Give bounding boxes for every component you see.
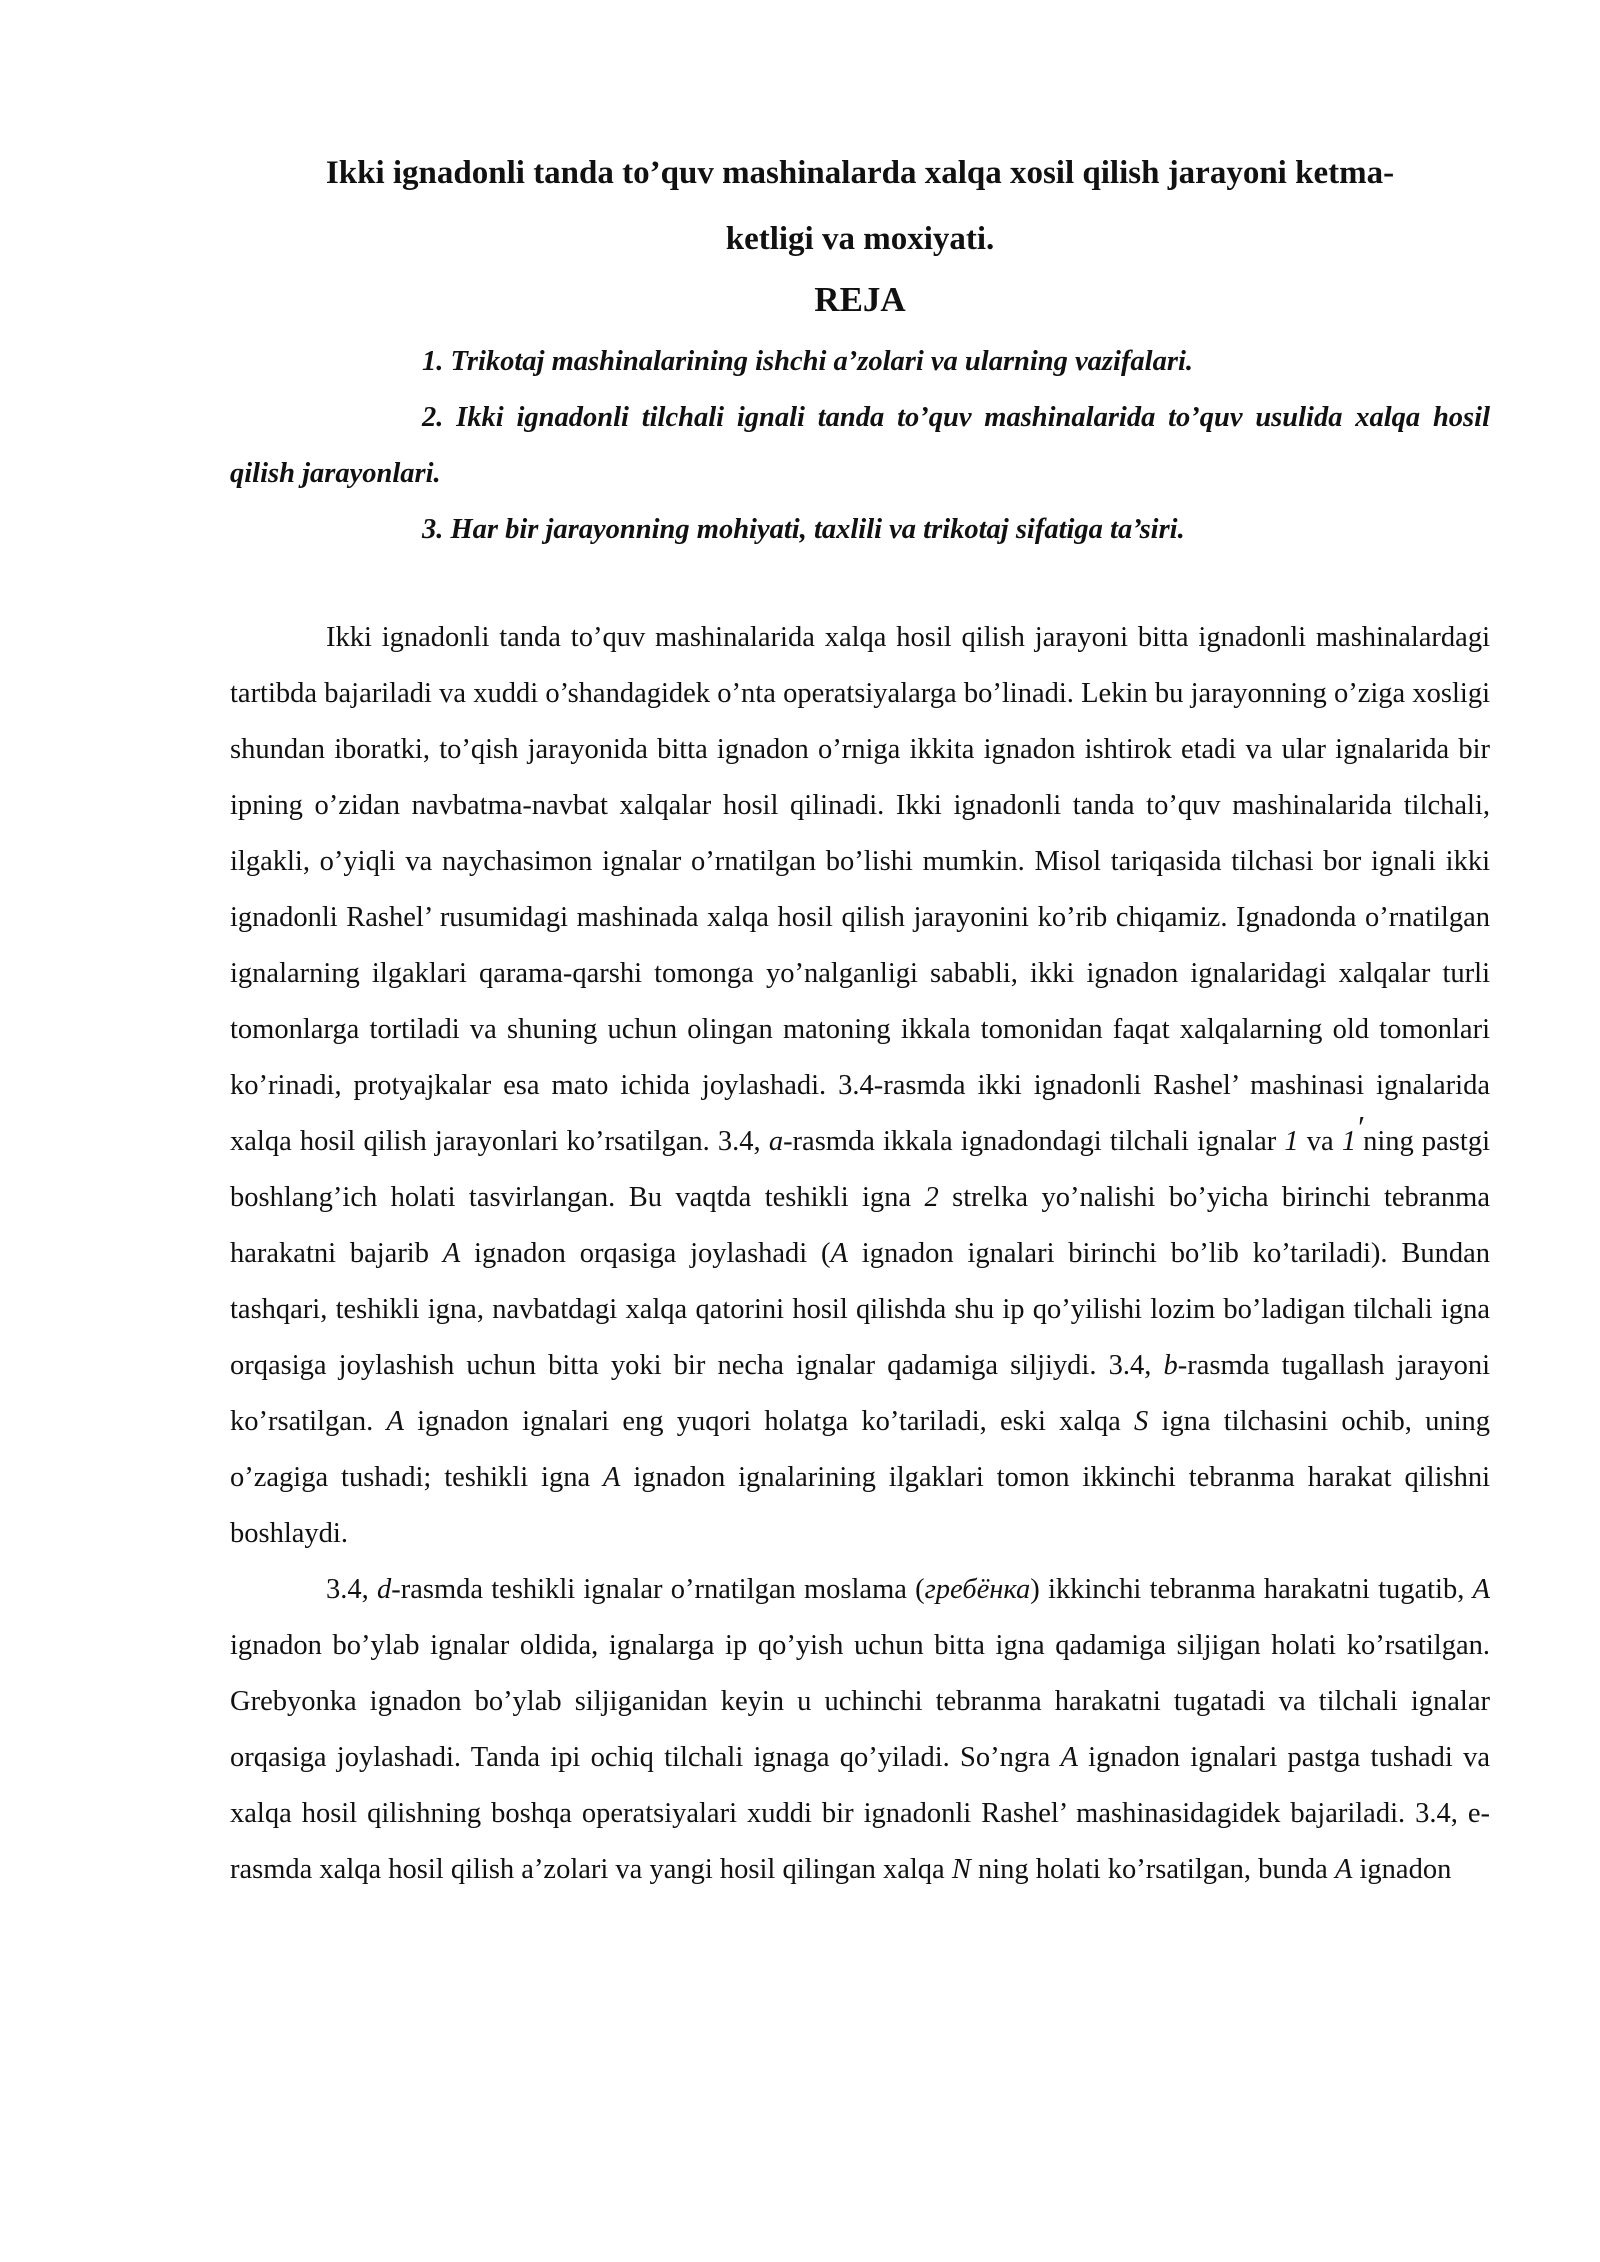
paragraph-2: 3.4, d-rasmda teshikli ignalar o’rnatilgan moslama (гребёнка) ikkinchi tebranma harakatni tugatib, A ignadon bo’ylab ignalar oldida, ignalarga ip qo’yish uchun bitta igna qadamiga siljigan holati ko’rsatilgan. Grebyonka ignadon bo’ylab siljiganidan keyin u uchinchi tebranma harakatni tugatadi va tilchali ignalar orqasiga joylashadi. Tanda ipi ochiq tilchali ignaga qo’yiladi. So’ngra A ignadon ignalari pastga tushadi va xalqa hosil qilishning boshqa operatsiyalari xuddi bir ignadonli Rashel’ mashinasidagidek bajariladi. 3.4, e-rasmda xalqa hosil qilish a’zolari va yangi hosil qilingan xalqa N ning holati ko’rsatilgan, bunda A ignadon [230, 1574, 1490, 1885]
document-page [230, 140, 1490, 1898]
body-text [230, 610, 1490, 1898]
plan-item [230, 502, 1490, 558]
plan-item-text: Ikki ignadonli tilchali ignali tanda to’quv mashinalarida to’quv usulida xalqa hosil qilish jarayonlari. [230, 402, 1490, 489]
plan-item-number: 1. [422, 346, 444, 377]
title-line-2: ketligi va moxiyati. [725, 221, 995, 257]
needle-1-prime-label: 1′ [1341, 1109, 1364, 1157]
plan-list [230, 334, 1490, 558]
plan-item-text: Trikotaj mashinalarining ishchi a’zolari va ularning vazifalari. [450, 346, 1193, 377]
plan-item [230, 334, 1490, 390]
title-line-1: Ikki ignadonli tanda to’quv mashinalarda xalqa xosil qilish jarayoni ketma- [325, 155, 1395, 191]
document-title [230, 140, 1490, 272]
paragraph-1: Ikki ignadonli tanda to’quv mashinalarida xalqa hosil qilish jarayoni bitta ignadonli mashinalardagi tartibda bajariladi va xuddi o’shandagidek o’nta operatsiyalarga bo’linadi. Lekin bu jarayonning o’ziga xosligi shundan iboratki, to’qish jarayonida bitta ignadon o’rniga ikkita ignadon ishtirok etadi va ular ignalarida bir ipning o’zidan navbatma-navbat xalqalar hosil qilinadi. Ikki ignadonli tanda to’quv mashinalarida tilchali, ilgakli, o’yiqli va naychasimon ignalar o’rnatilgan bo’lishi mumkin. Misol tariqasida tilchasi bor ignali ikki ignadonli Rashel’ rusumidagi mashinada xalqa hosil qilish jarayonini ko’rib chiqamiz. Ignadonda o’rnatilgan ignalarning ilgaklari qarama-qarshi tomonga yo’nalganligi sababli, ikki ignadon ignalaridagi xalqalar turli tomonlarga tortiladi va shuning uchun olingan matoning ikkala tomonidan faqat xalqalarning old tomonlari ko’rinadi, protyajkalar esa mato ichida joylashadi. 3.4-rasmda ikki ignadonli Rashel’ mashinasi ignalarida xalqa hosil qilish jarayonlari ko’rsatilgan. 3.4, a-rasmda ikkala ignadondagi tilchali ignalar 1 va 1′ning pastgi boshlang’ich holati tasvirlangan. Bu vaqtda teshikli igna 2 strelka yo’nalishi bo’yicha birinchi tebranma harakatni bajarib A ignadon orqasiga joylashadi (A ignadon ignalari birinchi bo’lib ko’tariladi). Bundan tashqari, teshikli igna, navbatdagi xalqa qatorini hosil qilishda shu ip qo’yilishi lozim bo’ladigan tilchali igna orqasiga joylashish uchun bitta yoki bir necha ignalar qadamiga siljiydi. 3.4, b-rasmda tugallash jarayoni ko’rsatilgan. A ignadon ignalari eng yuqori holatga ko’tariladi, eski xalqa S igna tilchasini ochib, uning o’zagiga tushadi; teshikli igna A ignadon ignalarining ilgaklari tomon ikkinchi tebranma harakat qilishni boshlaydi. [230, 622, 1491, 1549]
plan-item-text: Har bir jarayonning mohiyati, taxlili va trikotaj sifatiga ta’siri. [450, 514, 1185, 545]
plan-item-number: 3. [422, 514, 444, 545]
plan-item [230, 390, 1490, 502]
plan-item-number: 2. [422, 402, 444, 433]
plan-heading: REJA [814, 280, 906, 319]
